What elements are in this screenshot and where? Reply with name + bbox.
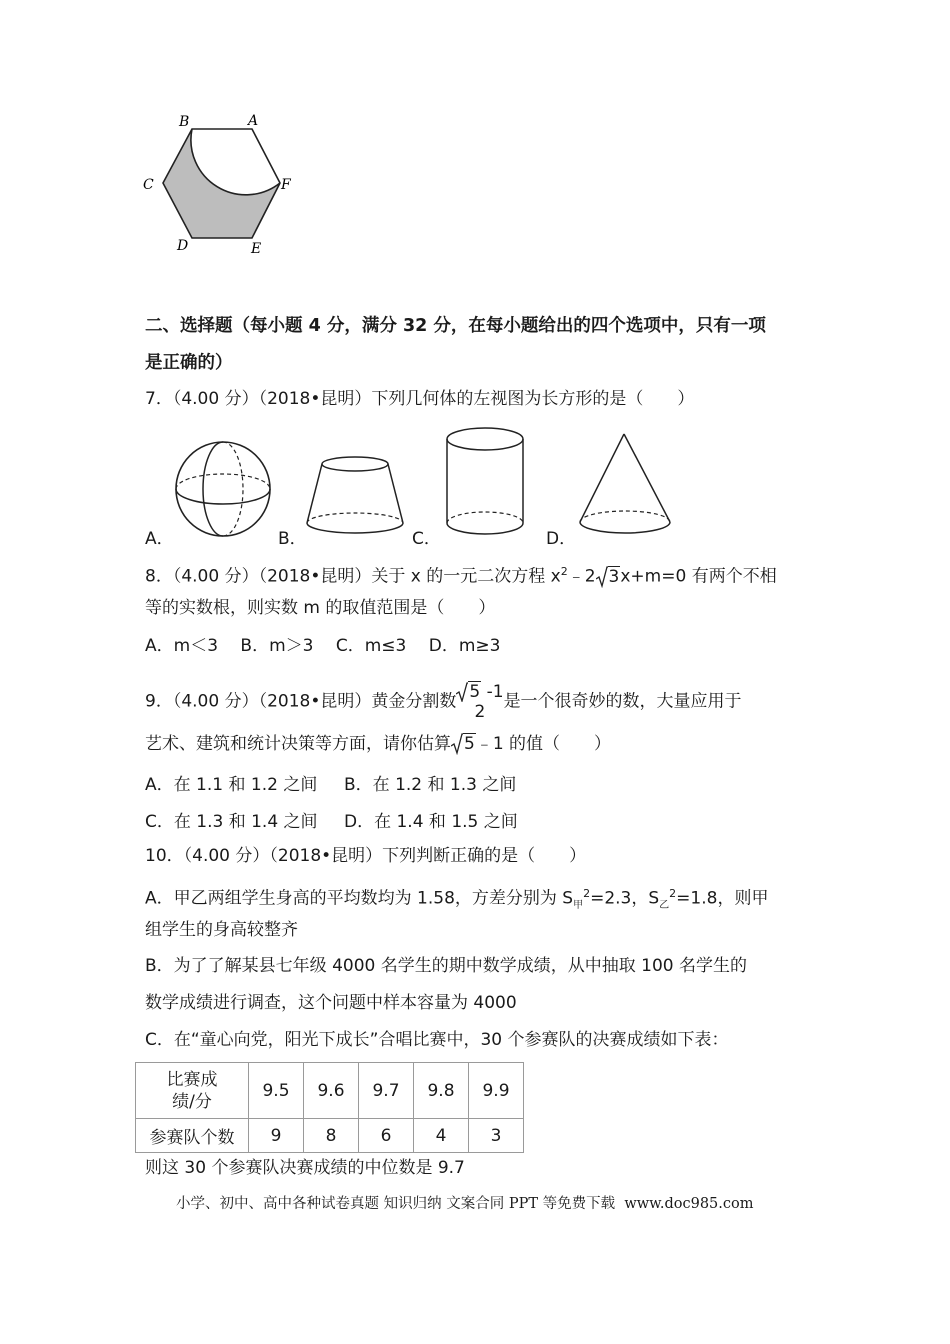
q9-line2-radicand: 5 (464, 734, 475, 754)
footer-url[interactable]: www.doc985.com (624, 1196, 754, 1212)
table-header-score (136, 1063, 249, 1119)
q10-b-line2: 数学成绩进行调查，这个问题中样本容量为 4000 (145, 993, 517, 1013)
section-heading-line2: 是正确的） (145, 353, 233, 373)
q9-frac-den: 2 (474, 702, 486, 722)
q9-frac-radicand: 5 (469, 682, 481, 702)
table-row (136, 1063, 524, 1119)
q10-a-line1 (145, 882, 768, 918)
table-cell: 9.6 (304, 1063, 359, 1119)
q9-option-b: B．在 1.2 和 1.3 之间 (344, 775, 517, 795)
label-d: D (177, 238, 189, 254)
q8-stem-prefix: 8．（4.00 分）（2018•昆明）关于 x 的一元二次方程 x (145, 566, 561, 587)
q10-stem: 10．（4.00 分）（2018•昆明）下列判断正确的是（ ） (145, 846, 587, 866)
q9-fraction (456, 682, 503, 721)
table-cell: 9.8 (414, 1063, 469, 1119)
label-a: A (248, 113, 259, 129)
q10-a-sup2: 2 (669, 887, 677, 900)
q10-c-line1: C．在“童心向党，阳光下成长”合唱比赛中，30 个参赛队的决赛成绩如下表： (145, 1030, 729, 1050)
footer-text: 小学、初中、高中各种试卷真题 知识归纳 文案合同 PPT 等免费下载 (176, 1196, 616, 1212)
frustum-figure (300, 450, 410, 540)
label-e: E (251, 241, 262, 257)
section-heading-line1: 二、选择题（每小题 4 分，满分 32 分，在每小题给出的四个选项中，只有一项 (145, 316, 766, 336)
table-cell: 8 (304, 1119, 359, 1153)
table-cell: 9 (249, 1119, 304, 1153)
q10-a-line2: 组学生的身高较整齐 (145, 920, 298, 940)
shaded-region (163, 129, 280, 238)
table-cell: 9.5 (249, 1063, 304, 1119)
q8-sqrt (596, 565, 621, 589)
q9-option-c: C．在 1.3 和 1.4 之间 (145, 812, 318, 832)
table-cell: 9.9 (469, 1063, 524, 1119)
q9-stem-prefix: 9．（4.00 分）（2018•昆明）黄金分割数 (145, 691, 457, 712)
q8-radicand: 3 (608, 566, 620, 587)
label-b: B (179, 114, 190, 130)
q10-a-sub2: 乙 (659, 900, 670, 912)
table-cell: 6 (359, 1119, 414, 1153)
q10-a-suffix: =1.8，则甲 (676, 888, 769, 909)
q9-line2-prefix: 艺术、建筑和统计决策等方面，请你估算 (145, 734, 451, 754)
hexagon-figure (135, 108, 305, 263)
table-header-count: 参赛队个数 (136, 1119, 249, 1153)
footer (176, 1192, 753, 1213)
q8-minus-two: ﹣2 (567, 566, 596, 587)
table-cell: 4 (414, 1119, 469, 1153)
table-header-score-line2: 绩/分 (172, 1091, 212, 1112)
table-row (136, 1119, 524, 1153)
sphere-figure (170, 436, 278, 544)
q9-option-d: D．在 1.4 和 1.5 之间 (344, 812, 518, 832)
q10-a-sub1: 甲 (573, 900, 584, 912)
q8-stem-line2: 等的实数根，则实数 m 的取值范围是（ ） (145, 598, 496, 618)
table-cell: 9.7 (359, 1063, 414, 1119)
q9-stem-line1 (145, 682, 742, 721)
q7-stem: 7．（4.00 分）（2018•昆明）下列几何体的左视图为长方形的是（ ） (145, 389, 695, 409)
score-table (135, 1062, 524, 1153)
q9-stem-suffix: 是一个很奇妙的数，大量应用于 (503, 691, 742, 712)
q9-option-a: A．在 1.1 和 1.2 之间 (145, 775, 318, 795)
q9-frac-num-suffix: -1 (481, 682, 504, 702)
q10-c-line2: 则这 30 个参赛队决赛成绩的中位数是 9.7 (145, 1158, 465, 1178)
q8-options: A．m＜3 B．m＞3 C．m≤3 D．m≥3 (145, 636, 501, 656)
q8-stem-suffix: x+m=0 有两个不相 (620, 566, 777, 587)
q10-a-prefix: A．甲乙两组学生身高的平均数均为 1.58，方差分别为 S (145, 888, 574, 909)
q8-stem-line1 (145, 560, 777, 589)
q7-option-d: D． (546, 529, 577, 549)
q7-option-a: A． (145, 529, 174, 549)
label-c: C (143, 177, 154, 193)
q9-stem-line2 (145, 732, 611, 756)
cylinder-figure (440, 424, 530, 540)
q8-sup: 2 (560, 565, 568, 578)
q7-option-c: C． (412, 529, 441, 549)
cone-figure (572, 430, 678, 540)
q7-option-b: B． (278, 529, 307, 549)
label-f: F (281, 177, 291, 193)
q10-b-line1: B．为了了解某县七年级 4000 名学生的期中数学成绩，从中抽取 100 名学生的 (145, 956, 747, 976)
table-cell: 3 (469, 1119, 524, 1153)
q9-line2-suffix: ﹣1 的值（ ） (475, 734, 612, 754)
table-header-score-line1: 比赛成 (166, 1069, 218, 1090)
q9-sqrt (451, 732, 476, 756)
q10-a-mid: =2.3，S (590, 888, 660, 909)
q10-a-sup1: 2 (583, 887, 591, 900)
